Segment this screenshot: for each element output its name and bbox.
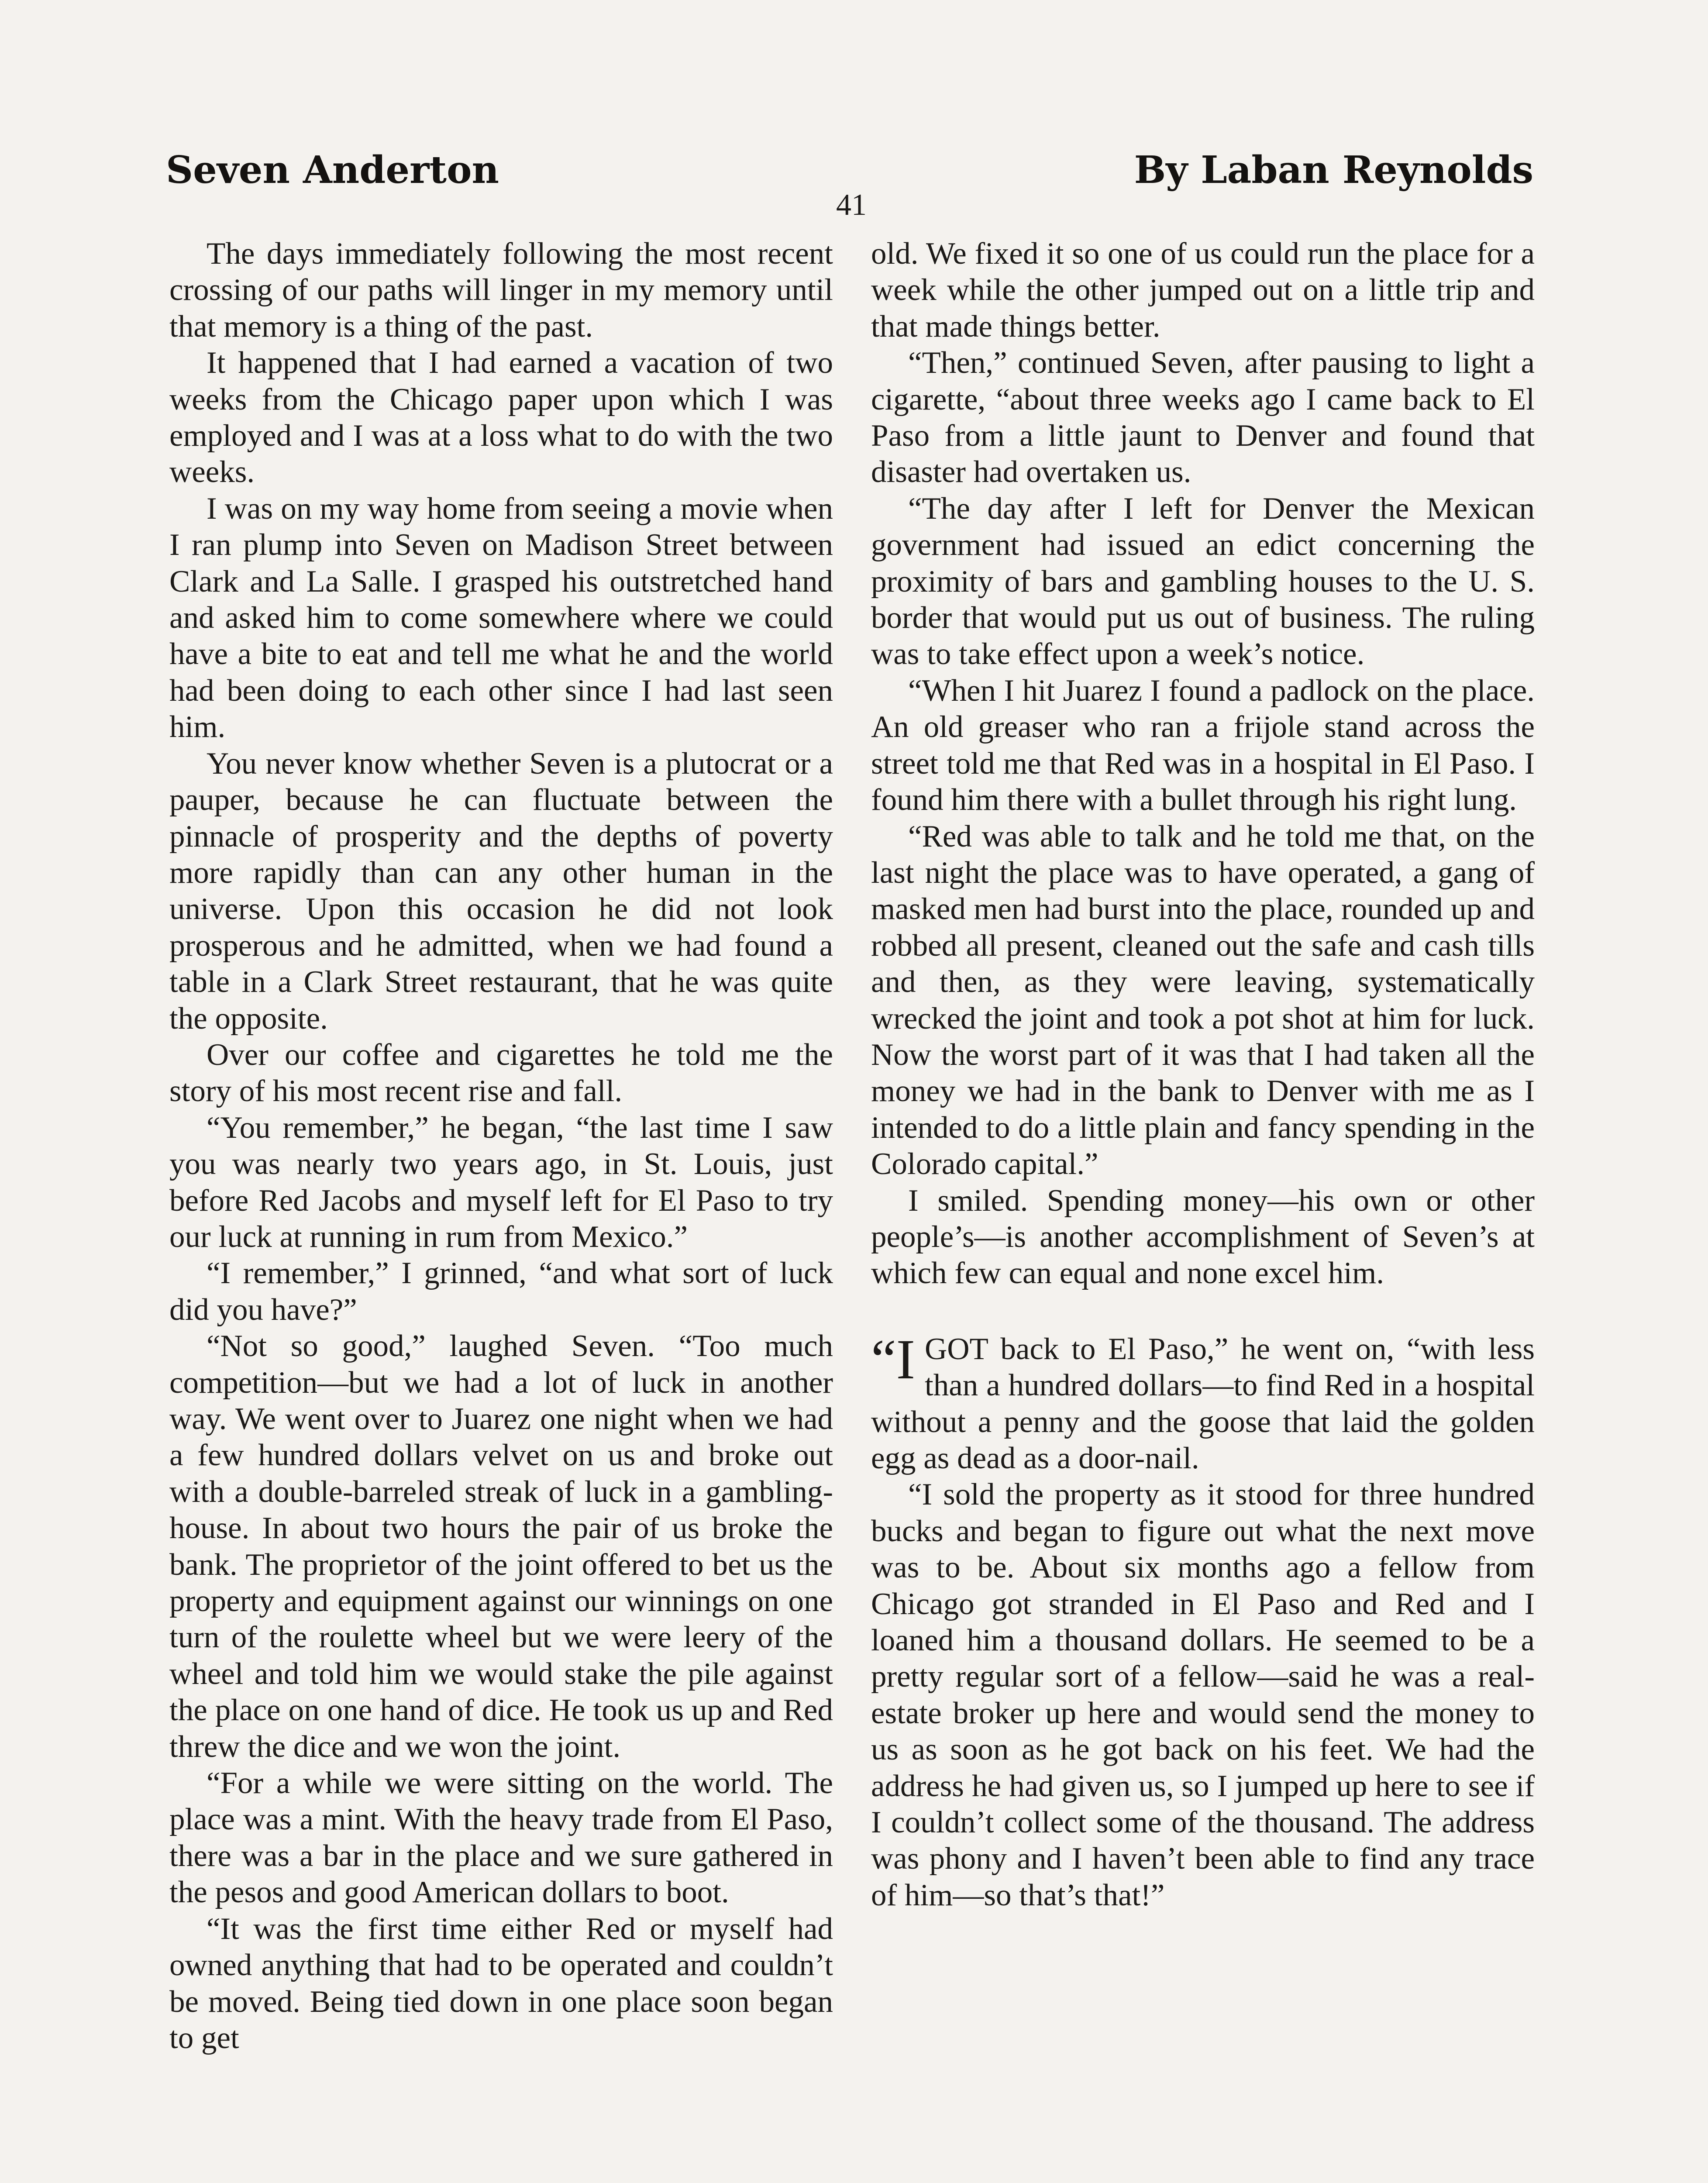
paragraph: “Red was able to talk and he told me that, on the last night the place was to have operated, a gang of masked men had burst into the place, rounded up and robbed all present, cleaned out the safe and cash tills and then, as they were leaving, systematically wrecked the joint and took a pot shot at him for luck. Now the worst part of it was that I had taken all the money we had in the bank to Denver with me as I intended to do a little plain and fancy spending in the Colorado capital.” [871,819,1535,1181]
paragraph: “You remember,” he began, “the last time I saw you was nearly two years ago, in St. Louis, just before Red Jacobs and myself left for El Paso to try our luck at running in rum from Mexico.” [169,1110,833,1254]
paragraph: Over our coffee and cigarettes he told me the story of his most recent rise and fall. [169,1037,833,1109]
paragraph: “It was the first time either Red or myself had owned anything that had to be operated and couldn’t be moved. Being tied down in one place soon began to get [169,1911,833,2055]
author-byline: By Laban Reynolds [1134,148,1533,192]
paragraph: “Not so good,” laughed Seven. “Too much competition—but we had a lot of luck in another way. We went over to Juarez one night when we had a few hundred dollars velvet on us and broke out with a double-barreled streak of luck in a gambling-house. In about two hours the pair of us broke the bank. The proprietor of the joint offered to bet us the property and equipment against our winnings on one turn of the roulette wheel but we were leery of the wheel and told him we would stake the pile against the place on one hand of dice. He took us up and Red threw the dice and we won the joint. [169,1329,833,1764]
paragraph: I was on my way home from seeing a movie when I ran plump into Seven on Madison Street between Clark and La Salle. I grasped his outstretched hand and asked him to come somewhere where we could have a bite to eat and tell me what he and the world had been doing to each other since I had last seen him. [169,491,833,744]
paragraph: It happened that I had earned a vacation of two weeks from the Chicago paper upon which I was employed and I was at a loss what to do with the two weeks. [169,346,833,489]
section-break [871,1292,1535,1331]
paragraph: “Then,” continued Seven, after pausing to light a cigarette, “about three weeks ago I came back to El Paso from a little jaunt to Denver and found that disaster had overtaken us. [871,346,1535,489]
paragraph: “I remember,” I grinned, “and what sort of luck did you have?” [169,1256,833,1327]
paragraph: “The day after I left for Denver the Mexican government had issued an edict concerning the proximity of bars and gambling houses to the U. S. border that would put us out of business. The ruling was to take effect upon a week’s notice. [871,491,1535,671]
paragraph-text: GOT back to El Paso,” he went on, “with less than a hundred dollars—to find Red in a hospital without a penny and the goose that laid the golden egg as dead as a door-nail. [871,1332,1535,1475]
paragraph: “I sold the property as it stood for three hundred bucks and began to figure out what the next move was to be. About six months ago a fellow from Chicago got stranded in El Paso and Red and I loaned him a thousand dollars. He seemed to be a pretty regular sort of a fellow—said he was a real-estate broker up here and would send the money to us as soon as he got back on his feet. We had the address he had given us, so I jumped up here to see if I couldn’t collect some of the thousand. The address was phony and I haven’t been able to find any trace of him—so that’s that!” [871,1477,1535,1912]
paragraph: “For a while we were sitting on the world. The place was a mint. With the heavy trade from El Paso, there was a bar in the place and we sure gathered in the pesos and good American dollars to boot. [169,1766,833,1910]
section-opening-paragraph [871,1328,1535,1477]
paragraph: old. We fixed it so one of us could run the place for a week while the other jumped out on a little trip and that made things better. [871,237,1535,344]
paragraph: I smiled. Spending money—his own or other people’s—is another accomplishment of Seven’s at which few can equal and none excel him. [871,1183,1535,1291]
paragraph: You never know whether Seven is a plutocrat or a pauper, because he can fluctuate between the pinnacle of prosperity and the depths of poverty more rapidly than can any other human in the universe. Upon this occasion he did not look prosperous and he admitted, when we had found a table in a Clark Street restaurant, that he was quite the opposite. [169,746,833,1036]
page-number: 41 [836,188,867,222]
left-column [169,236,833,2056]
paragraph: The days immediately following the most recent crossing of our paths will linger in my memory until that memory is a thing of the past. [169,237,833,344]
story-title: Seven Anderton [166,148,499,192]
paragraph: “When I hit Juarez I found a padlock on the place. An old greaser who ran a frijole stand across the street told me that Red was in a hospital in El Paso. I found him there with a bullet through his right lung. [871,673,1535,817]
drop-cap: “I [871,1328,915,1391]
right-column [871,236,1535,1914]
